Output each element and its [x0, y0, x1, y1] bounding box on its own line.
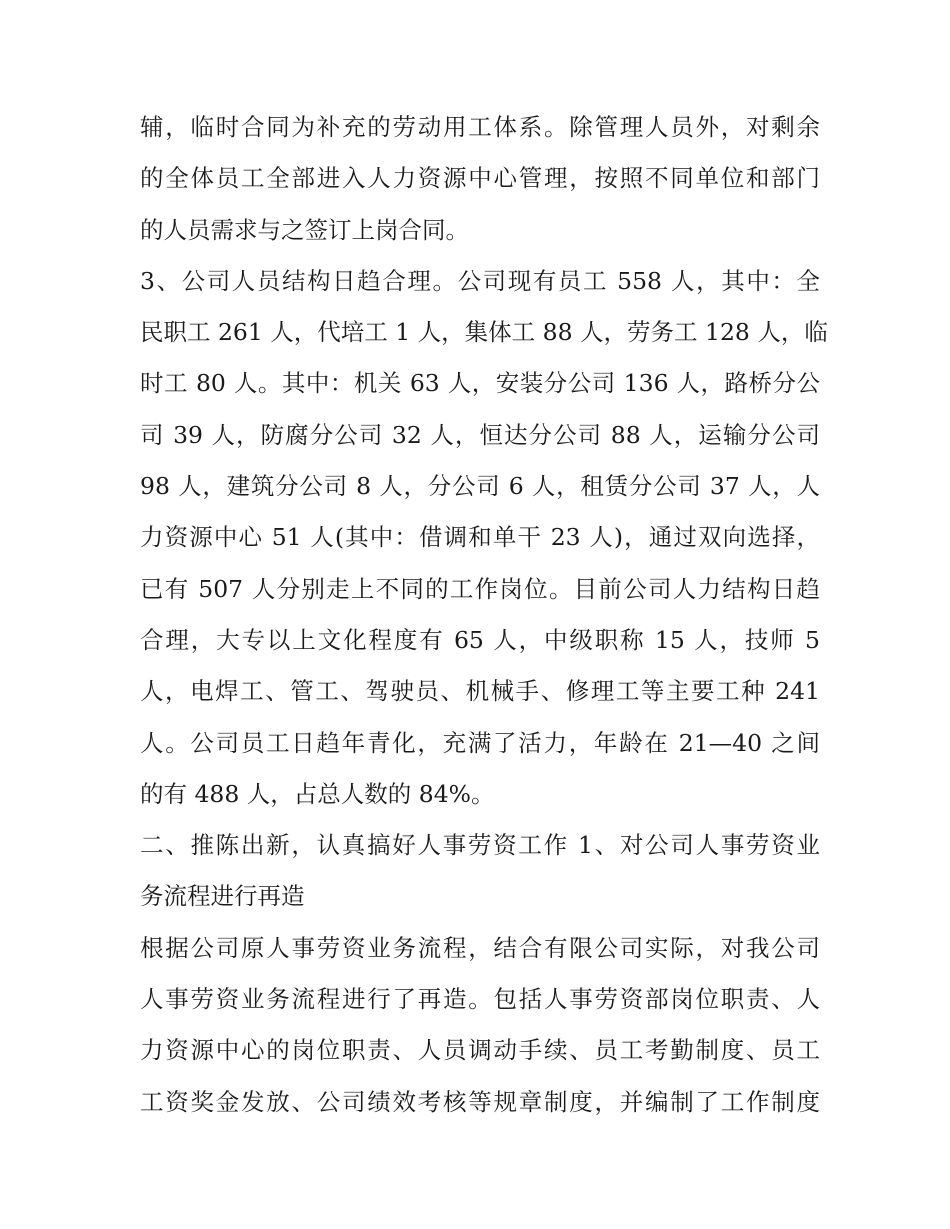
- text-line: 3、公司人员结构日趋合理。公司现有员工 558 人，其中：全: [140, 266, 820, 295]
- body-text: [140, 102, 828, 1128]
- text-line: 合理，大专以上文化程度有 65 人，中级职称 15 人，技师 5: [140, 625, 820, 654]
- text-line: 务流程进行再造: [140, 882, 305, 911]
- text-line: 二、推陈出新，认真搞好人事劳资工作 1、对公司人事劳资业: [140, 831, 820, 860]
- text-line: 根据公司原人事劳资业务流程，结合有限公司实际，对我公司: [140, 933, 820, 962]
- text-line: 司 39 人，防腐分公司 32 人，恒达分公司 88 人，运输分公司: [140, 420, 820, 449]
- text-line: 人事劳资业务流程进行了再造。包括人事劳资部岗位职责、人: [140, 985, 820, 1014]
- text-line: 已有 507 人分别走上不同的工作岗位。目前公司人力结构日趋: [140, 574, 820, 603]
- text-line: 辅，临时合同为补充的劳动用工体系。除管理人员外，对剩余: [140, 113, 820, 141]
- text-line: 时工 80 人。其中：机关 63 人，安装分公司 136 人，路桥分公: [140, 369, 820, 398]
- text-line: 民职工 261 人，代培工 1 人，集体工 88 人，劳务工 128 人，临: [140, 318, 828, 347]
- text-line: 工资奖金发放、公司绩效考核等规章制度，并编制了工作制度: [140, 1087, 820, 1116]
- text-line: 人。公司员工日趋年青化，充满了活力，年龄在 21—40 之间: [140, 728, 820, 757]
- text-line: 力资源中心的岗位职责、人员调动手续、员工考勤制度、员工: [140, 1036, 820, 1065]
- text-line: 的全体员工全部进入人力资源中心管理，按照不同单位和部门: [140, 164, 820, 193]
- text-line: 的人员需求与之签订上岗合同。: [140, 215, 469, 244]
- text-line: 力资源中心 51 人(其中：借调和单干 23 人)，通过双向选择，: [140, 523, 820, 552]
- text-line: 人，电焊工、管工、驾驶员、机械手、修理工等主要工种 241: [140, 677, 820, 706]
- text-line: 的有 488 人，占总人数的 84%。: [140, 779, 495, 808]
- text-line: 98 人，建筑分公司 8 人，分公司 6 人，租赁分公司 37 人，人: [140, 472, 820, 501]
